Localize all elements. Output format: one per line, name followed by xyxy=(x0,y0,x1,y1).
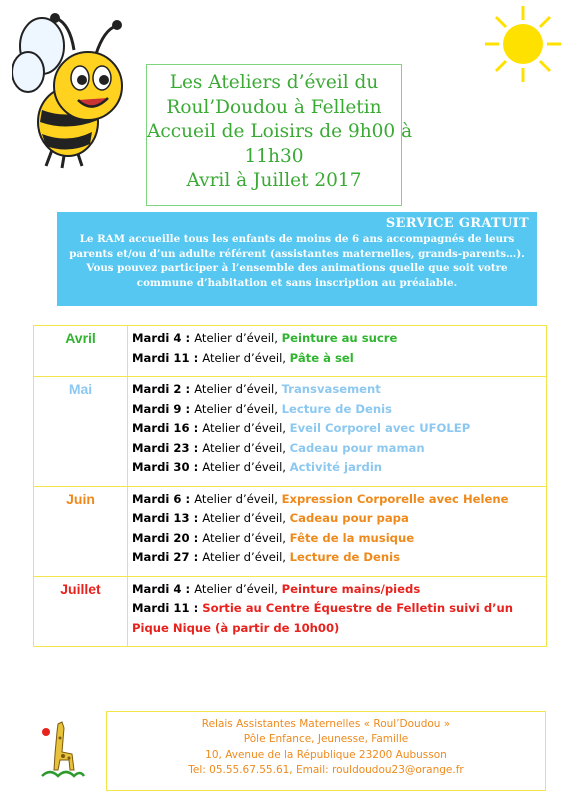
activity-day: Mardi 23 xyxy=(132,440,190,455)
giraffe-logo xyxy=(38,718,86,780)
title-line-3: Accueil de Loisirs de 9h00 à xyxy=(147,121,413,142)
activity-item: Mardi 4 : Atelier d’éveil, Peinture mains/pieds xyxy=(132,581,421,596)
service-text-1: Le RAM accueille tous les enfants de moins de 6 ans accompagnés de leurs xyxy=(79,233,515,245)
activity-name: Sortie au Centre Équestre de Felletin suivi d’un Pique Nique (à partir de 10h00) xyxy=(132,601,514,635)
title-line-4: 11h30 xyxy=(244,145,304,167)
month-row-juin xyxy=(34,486,547,576)
activity-day: Mardi 20 xyxy=(132,530,190,545)
contact-box xyxy=(106,711,546,791)
activity-day: Mardi 16 xyxy=(132,421,190,435)
activities-juillet xyxy=(128,576,547,647)
activity-item: Mardi 4 : Atelier d’éveil, Peinture au sucre xyxy=(132,331,398,345)
activity-name: Lecture de Denis xyxy=(289,550,401,564)
month-row-mai xyxy=(34,377,547,487)
activity-name: Cadeau pour papa xyxy=(289,511,409,525)
activity-prefix: Atelier d’éveil, xyxy=(202,511,290,525)
activity-name: Peinture mains/pieds xyxy=(281,581,421,596)
activity-item: Mardi 11 : Atelier d’éveil, Pâte à sel xyxy=(132,350,354,365)
bee-illustration xyxy=(12,10,130,170)
activity-name: Lecture de Denis xyxy=(281,401,392,416)
activity-item: Mardi 9 : Atelier d’éveil, Lecture de Denis xyxy=(132,401,392,416)
activity-prefix: Atelier d’éveil, xyxy=(194,401,282,416)
activity-day: Mardi 4 xyxy=(132,331,182,345)
activity-name: Activité jardin xyxy=(289,460,383,474)
activity-item: Mardi 30 : Atelier d’éveil, Activité jardin xyxy=(132,460,383,474)
activity-prefix: Atelier d’éveil, xyxy=(194,581,282,596)
activity-prefix: Atelier d’éveil, xyxy=(194,491,282,506)
activity-name: Cadeau pour maman xyxy=(289,440,425,455)
activity-prefix: Atelier d’éveil, xyxy=(202,421,290,435)
activity-name: Eveil Corporel avec UFOLEP xyxy=(289,421,471,435)
service-text-2: parents et/ou d’un adulte référent (assistantes maternelles, grands-parents…). xyxy=(69,247,525,260)
schedule-table xyxy=(33,325,547,647)
activity-name: Transvasement xyxy=(281,382,381,396)
activities-mai xyxy=(128,377,547,487)
activity-day: Mardi 27 xyxy=(132,550,190,564)
activity-prefix: Atelier d’éveil, xyxy=(194,331,282,345)
service-text-3: Vous pouvez participer à l’ensemble des animations quelle que soit votre xyxy=(86,262,508,275)
title-line-2: Roul’Doudou à Felletin xyxy=(166,96,382,118)
activity-prefix: Atelier d’éveil, xyxy=(202,550,290,564)
activity-day: Mardi 11 xyxy=(132,601,190,615)
month-row-avril xyxy=(34,326,547,377)
activity-item: Mardi 11 : Sortie au Centre Équestre de Felletin suivi d’un Pique Nique (à partir de 10h00) xyxy=(132,601,514,635)
activity-day: Mardi 6 xyxy=(132,491,182,506)
activity-day: Mardi 11 xyxy=(132,350,190,365)
activity-item: Mardi 2 : Atelier d’éveil, Transvasement xyxy=(132,382,381,396)
activity-item: Mardi 16 : Atelier d’éveil, Eveil Corporel avec UFOLEP xyxy=(132,421,471,435)
activity-prefix: Atelier d’éveil, xyxy=(194,382,282,396)
activity-name: Fête de la musique xyxy=(289,530,415,545)
month-label-mai: Mai xyxy=(34,377,128,487)
activities-juin xyxy=(128,486,547,576)
activity-day: Mardi 30 xyxy=(132,460,190,474)
contact-phone-email: Tel: 05.55.67.55.61, Email: rouldoudou23@orange.fr xyxy=(188,764,464,777)
activity-day: Mardi 9 xyxy=(132,401,182,416)
activity-day: Mardi 4 xyxy=(132,581,182,596)
activities-avril xyxy=(128,326,547,377)
sun-illustration xyxy=(483,4,563,84)
title-line-1: Les Ateliers d’éveil du xyxy=(169,72,379,93)
service-text-4: commune d’habitation et sans inscription au préalable. xyxy=(136,276,458,289)
activity-name: Expression Corporelle avec Helene xyxy=(281,491,509,506)
service-heading: SERVICE GRATUIT xyxy=(385,216,529,231)
title-line-5: Avril à Juillet 2017 xyxy=(186,170,362,191)
contact-department: Pôle Enfance, Jeunesse, Famille xyxy=(243,733,409,746)
activity-name: Pâte à sel xyxy=(289,350,354,365)
activity-prefix: Atelier d’éveil, xyxy=(202,350,290,365)
activity-name: Peinture au sucre xyxy=(281,331,398,345)
activity-item: Mardi 27 : Atelier d’éveil, Lecture de Denis xyxy=(132,550,401,564)
activity-item: Mardi 6 : Atelier d’éveil, Expression Corporelle avec Helene xyxy=(132,491,509,506)
activity-item: Mardi 13 : Atelier d’éveil, Cadeau pour papa xyxy=(132,511,409,525)
contact-address: 10, Avenue de la République 23200 Aubusson xyxy=(205,748,447,761)
title-box xyxy=(146,64,413,206)
activity-item: Mardi 23 : Atelier d’éveil, Cadeau pour maman xyxy=(132,440,425,455)
month-row-juillet xyxy=(34,576,547,647)
activity-day: Mardi 13 xyxy=(132,511,190,525)
activity-prefix: Atelier d’éveil, xyxy=(202,440,290,455)
activity-day: Mardi 2 xyxy=(132,382,182,396)
contact-org: Relais Assistantes Maternelles « Roul’Doudou » xyxy=(201,718,451,730)
month-label-juillet: Juillet xyxy=(34,576,128,647)
service-banner xyxy=(57,212,537,306)
activity-item: Mardi 20 : Atelier d’éveil, Fête de la musique xyxy=(132,530,415,545)
activity-prefix: Atelier d’éveil, xyxy=(202,530,290,545)
month-label-juin: Juin xyxy=(34,486,128,576)
month-label-avril: Avril xyxy=(34,326,128,377)
activity-prefix: Atelier d’éveil, xyxy=(202,460,290,474)
